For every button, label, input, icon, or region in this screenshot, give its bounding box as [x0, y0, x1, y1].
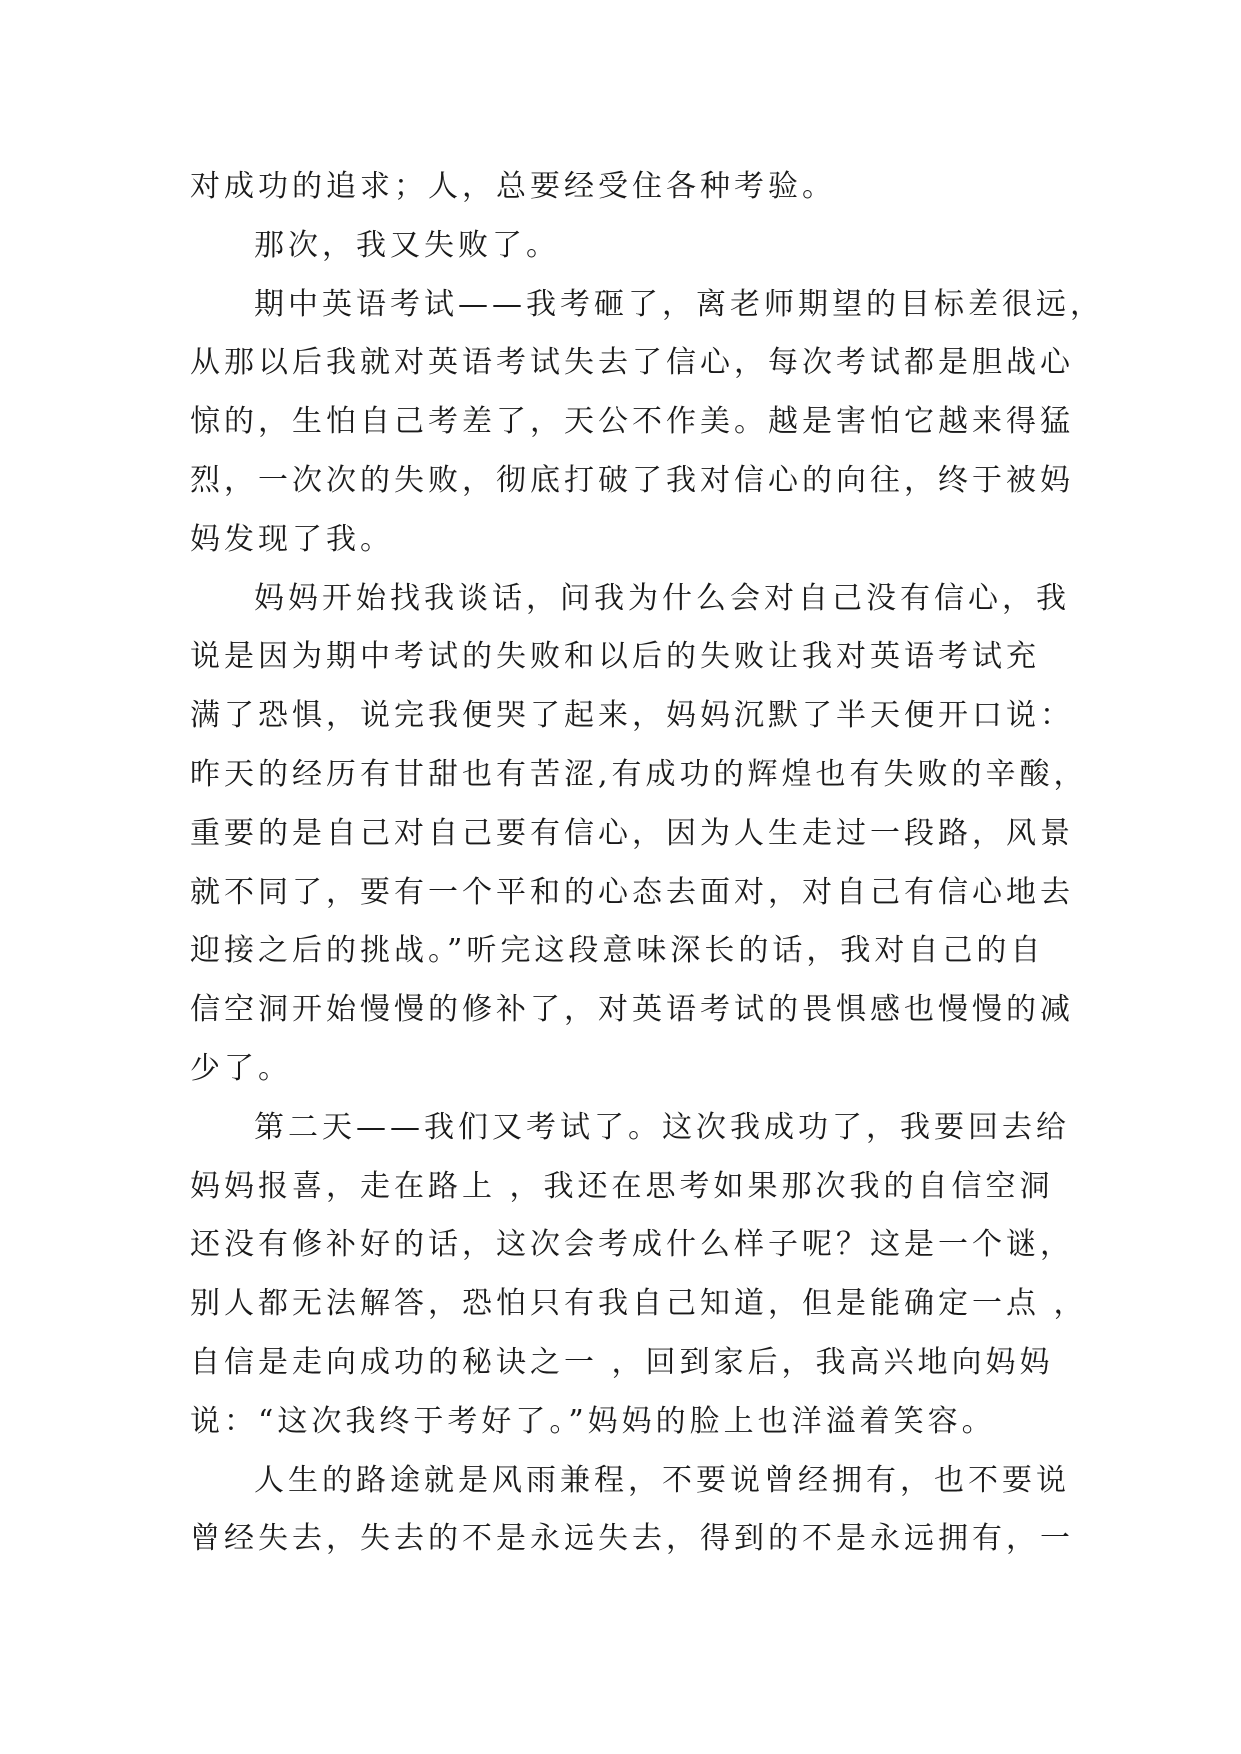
text-line: 满了恐惧，说完我便哭了起来，妈妈沉默了半天便开口说：	[190, 698, 1074, 734]
text-line: 惊的，生怕自己考差了，天公不作美。越是害怕它越来得猛	[190, 404, 1074, 440]
text-line: 从那以后我就对英语考试失去了信心，每次考试都是胆战心	[190, 345, 1074, 381]
text-line: 信空洞开始慢慢的修补了，对英语考试的畏惧感也慢慢的减	[190, 992, 1074, 1028]
text-line: 妈发现了我。	[190, 521, 394, 557]
text-line: 人生的路途就是风雨兼程，不要说曾经拥有，也不要说	[254, 1462, 1070, 1498]
text-line: 那次，我又失败了。	[254, 227, 560, 263]
text-line: 说：“这次我终于考好了。”妈妈的脸上也洋溢着笑容。	[190, 1403, 996, 1439]
text-line: 还没有修补好的话，这次会考成什么样子呢？这是一个谜，	[190, 1227, 1074, 1263]
text-line: 昨天的经历有甘甜也有苦涩,有成功的辉煌也有失败的辛酸，	[190, 756, 1088, 792]
text-line: 期中英语考试——我考砸了，离老师期望的目标差很远，	[254, 286, 1104, 322]
text-line: 少了。	[190, 1050, 292, 1086]
text-line: 自信是走向成功的秘诀之一 ，回到家后，我高兴地向妈妈	[190, 1344, 1054, 1380]
text-line: 别人都无法解答，恐怕只有我自己知道，但是能确定一点 ，	[190, 1286, 1088, 1322]
essay-body	[190, 158, 1104, 1569]
text-line: 对成功的追求；人，总要经受住各种考验。	[190, 169, 836, 204]
text-line: 重要的是自己对自己要有信心，因为人生走过一段路，风景	[190, 815, 1074, 851]
text-line: 曾经失去，失去的不是永远失去，得到的不是永远拥有，一	[190, 1521, 1074, 1557]
text-line: 就不同了，要有一个平和的心态去面对，对自己有信心地去	[190, 874, 1074, 910]
text-line: 妈妈开始找我谈话，问我为什么会对自己没有信心，我	[254, 580, 1070, 616]
text-line: 迎接之后的挑战。”听完这段意味深长的话，我对自己的自	[190, 933, 1045, 969]
text-line: 说是因为期中考试的失败和以后的失败让我对英语考试充	[190, 639, 1040, 675]
text-line: 妈妈报喜，走在路上 ，我还在思考如果那次我的自信空洞	[190, 1168, 1054, 1204]
text-line: 第二天——我们又考试了。这次我成功了，我要回去给	[254, 1109, 1070, 1145]
text-line: 烈，一次次的失败，彻底打破了我对信心的向往，终于被妈	[190, 462, 1074, 498]
